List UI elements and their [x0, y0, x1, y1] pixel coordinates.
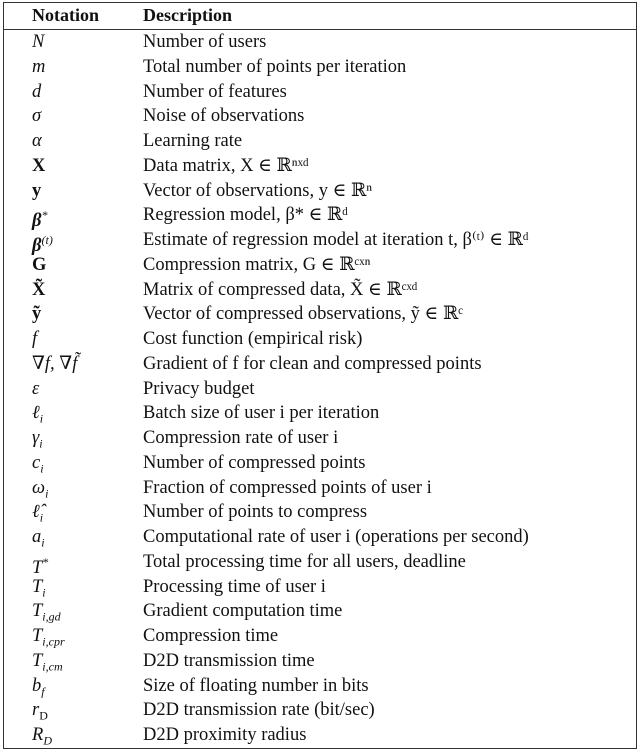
table-row [4, 30, 636, 55]
table-row [4, 55, 636, 80]
symbol-base: β [32, 211, 42, 232]
symbol-base: y [32, 180, 42, 201]
symbol-base: R [32, 725, 44, 745]
notation-symbol [32, 278, 45, 303]
symbol-base: σ [32, 106, 42, 127]
notation-description: Vector of observations, y ∈ ℝⁿ [143, 180, 373, 201]
table-row [4, 426, 636, 451]
table-body [4, 30, 636, 748]
symbol-subscript: i [39, 411, 44, 426]
symbol-base: X [32, 155, 46, 176]
table-row [4, 377, 636, 402]
table-row [4, 129, 636, 154]
notation-description: Gradient of f for clean and compressed points [143, 353, 482, 374]
symbol-base: α [32, 131, 42, 151]
notation-table [3, 2, 637, 749]
symbol-subscript: i [40, 461, 44, 476]
table-row [4, 253, 636, 278]
symbol-subscript: i,cm [42, 659, 63, 674]
symbol-base: d [32, 81, 42, 102]
notation-symbol [32, 327, 37, 352]
table-row [4, 154, 636, 179]
symbol-base: c [32, 452, 41, 473]
symbol-subscript: i [41, 535, 45, 550]
table-row [4, 302, 636, 327]
symbol-base: ω [32, 477, 46, 498]
header-description: Description [143, 5, 232, 25]
table-row [4, 179, 636, 204]
symbol-base: a [32, 527, 42, 547]
table-row [4, 228, 636, 257]
symbol-base: ỹ [32, 304, 42, 325]
symbol-base: b [32, 675, 42, 696]
notation-description: Matrix of compressed data, X̃ ∈ ℝᶜˣᵈ [143, 279, 418, 300]
symbol-subscript: i [42, 585, 46, 600]
notation-description: Fraction of compressed points of user i [143, 477, 432, 498]
symbol-base: f [32, 329, 38, 349]
notation-symbol [32, 352, 77, 377]
symbol-base: β [32, 236, 42, 257]
notation-description: D2D transmission time [143, 650, 315, 671]
notation-description: Gradient computation time [143, 601, 343, 622]
symbol-superscript: * [41, 208, 48, 223]
notation-description: Batch size of user i per iteration [143, 403, 380, 424]
notation-description: Compression time [143, 626, 279, 646]
notation-description: D2D proximity radius [143, 725, 307, 745]
symbol-base: T [32, 557, 43, 578]
symbol-base: T [32, 650, 43, 671]
notation-description: Noise of observations [143, 106, 305, 127]
notation-symbol [32, 80, 41, 105]
notation-description: Estimate of regression model at iteration t, β⁽ᵗ⁾ ∈ ℝᵈ [143, 230, 529, 250]
notation-description: Computational rate of user i (operations per second) [143, 527, 529, 547]
table-row [4, 674, 636, 699]
table-row [4, 624, 636, 649]
symbol-base: ℓ [32, 403, 40, 424]
notation-symbol [32, 154, 45, 179]
table-row [4, 525, 636, 550]
table-row [4, 401, 636, 426]
notation-description: Processing time of user i [143, 576, 326, 597]
notation-symbol [32, 129, 42, 154]
notation-description: Privacy budget [143, 378, 255, 399]
table-header [4, 3, 636, 30]
table-row [4, 327, 636, 352]
table-row [4, 352, 636, 377]
notation-description: D2D transmission rate (bit/sec) [143, 700, 375, 721]
notation-symbol [32, 302, 41, 327]
notation-symbol [32, 253, 46, 278]
notation-symbol [32, 179, 41, 204]
symbol-base: T [32, 601, 43, 622]
notation-symbol [32, 723, 52, 753]
header-notation: Notation [32, 5, 99, 25]
notation-description: Regression model, β* ∈ ℝᵈ [143, 205, 349, 226]
notation-description: Number of users [143, 32, 267, 52]
symbol-base: γ [32, 428, 40, 448]
symbol-base: G [32, 254, 47, 275]
table-row [4, 80, 636, 105]
symbol-subscript: D [39, 708, 48, 723]
symbol-base: T [32, 576, 43, 597]
table-row [4, 599, 636, 624]
symbol-subscript: i [39, 436, 43, 451]
notation-description: Number of compressed points [143, 452, 366, 473]
symbol-base: r [32, 700, 40, 721]
notation-description: Total processing time for all users, deadline [143, 551, 466, 572]
notation-description: Compression rate of user i [143, 428, 339, 448]
notation-description: Vector of compressed observations, ỹ ∈ ℝᶜ [143, 304, 463, 325]
symbol-subscript: i [39, 510, 44, 525]
notation-description: Number of points to compress [143, 502, 368, 523]
notation-symbol [32, 55, 45, 80]
notation-description: Cost function (empirical risk) [143, 329, 363, 349]
notation-description: Learning rate [143, 131, 243, 151]
table-row [4, 203, 636, 232]
symbol-base: ε [32, 378, 40, 399]
table-row [4, 698, 636, 723]
symbol-subscript: i [45, 486, 49, 501]
notation-symbol [32, 30, 44, 55]
symbol-base: N [32, 32, 45, 52]
symbol-subscript: f [41, 684, 45, 699]
symbol-base: m [32, 56, 46, 77]
notation-symbol [32, 377, 39, 402]
table-row [4, 476, 636, 501]
notation-description: Compression matrix, G ∈ ℝᶜˣⁿ [143, 254, 371, 275]
symbol-base: ∇f, ∇f̃ [32, 353, 78, 374]
table-row [4, 723, 636, 748]
symbol-base: ℓ̂ [32, 502, 40, 523]
notation-description: Size of floating number in bits [143, 675, 369, 696]
table-row [4, 649, 636, 674]
table-row [4, 500, 636, 525]
table-row [4, 575, 636, 600]
notation-description: Total number of points per iteration [143, 56, 407, 77]
symbol-base: T [32, 626, 43, 646]
symbol-base: X̃ [32, 279, 46, 300]
symbol-subscript: i,cpr [42, 634, 65, 649]
table-row [4, 451, 636, 476]
table-row [4, 104, 636, 129]
symbol-subscript: D [43, 733, 52, 748]
notation-description: Data matrix, X ∈ ℝⁿˣᵈ [143, 155, 309, 176]
symbol-superscript: (t) [41, 233, 53, 247]
notation-description: Number of features [143, 81, 287, 102]
symbol-superscript: * [42, 554, 49, 569]
notation-symbol [32, 104, 41, 129]
symbol-subscript: i,gd [42, 609, 61, 624]
table-row [4, 278, 636, 303]
table-row [4, 550, 636, 578]
